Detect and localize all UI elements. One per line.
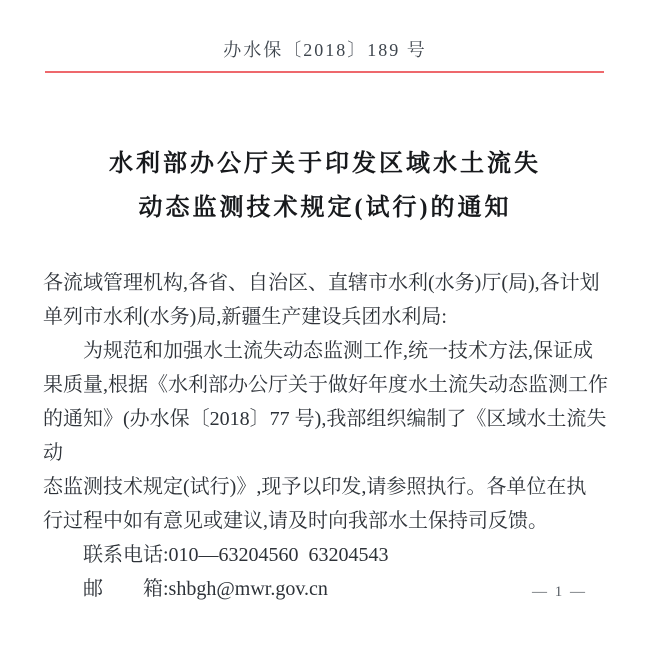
body-line-paragraph-2: 果质量,根据《水利部办公厅关于做好年度水土流失动态监测工作 [43,374,608,396]
document-title-line1: 水利部办公厅关于印发区域水土流失 [109,151,541,177]
body-line-paragraph-4: 态监测技术规定(试行)》,现予以印发,请参照执行。各单位在执 [43,476,587,498]
document-body [43,266,610,606]
contact-email-line: 邮 箱:shbgh@mwr.gov.cn [83,578,328,600]
document-number: 办水保〔2018〕189 号 [223,40,427,60]
red-divider-line [45,71,604,73]
body-line-salutation-1: 各流域管理机构,各省、自治区、直辖市水利(水务)厅(局),各计划 [43,272,600,294]
contact-phone-line: 联系电话:010—63204560 63204543 [83,544,389,566]
document-title-line2: 动态监测技术规定(试行)的通知 [138,195,512,221]
body-line-salutation-2: 单列市水利(水务)局,新疆生产建设兵团水利局: [43,306,447,328]
body-line-paragraph-3: 的通知》(办水保〔2018〕77 号),我部组织编制了《区域水土流失动 [43,408,607,464]
body-line-paragraph-1: 为规范和加强水土流失动态监测工作,统一技术方法,保证成 [83,340,593,362]
page-number: — 1 — [532,584,587,600]
document-title [0,142,650,230]
body-line-paragraph-5: 行过程中如有意见或建议,请及时向我部水土保持司反馈。 [43,510,548,532]
